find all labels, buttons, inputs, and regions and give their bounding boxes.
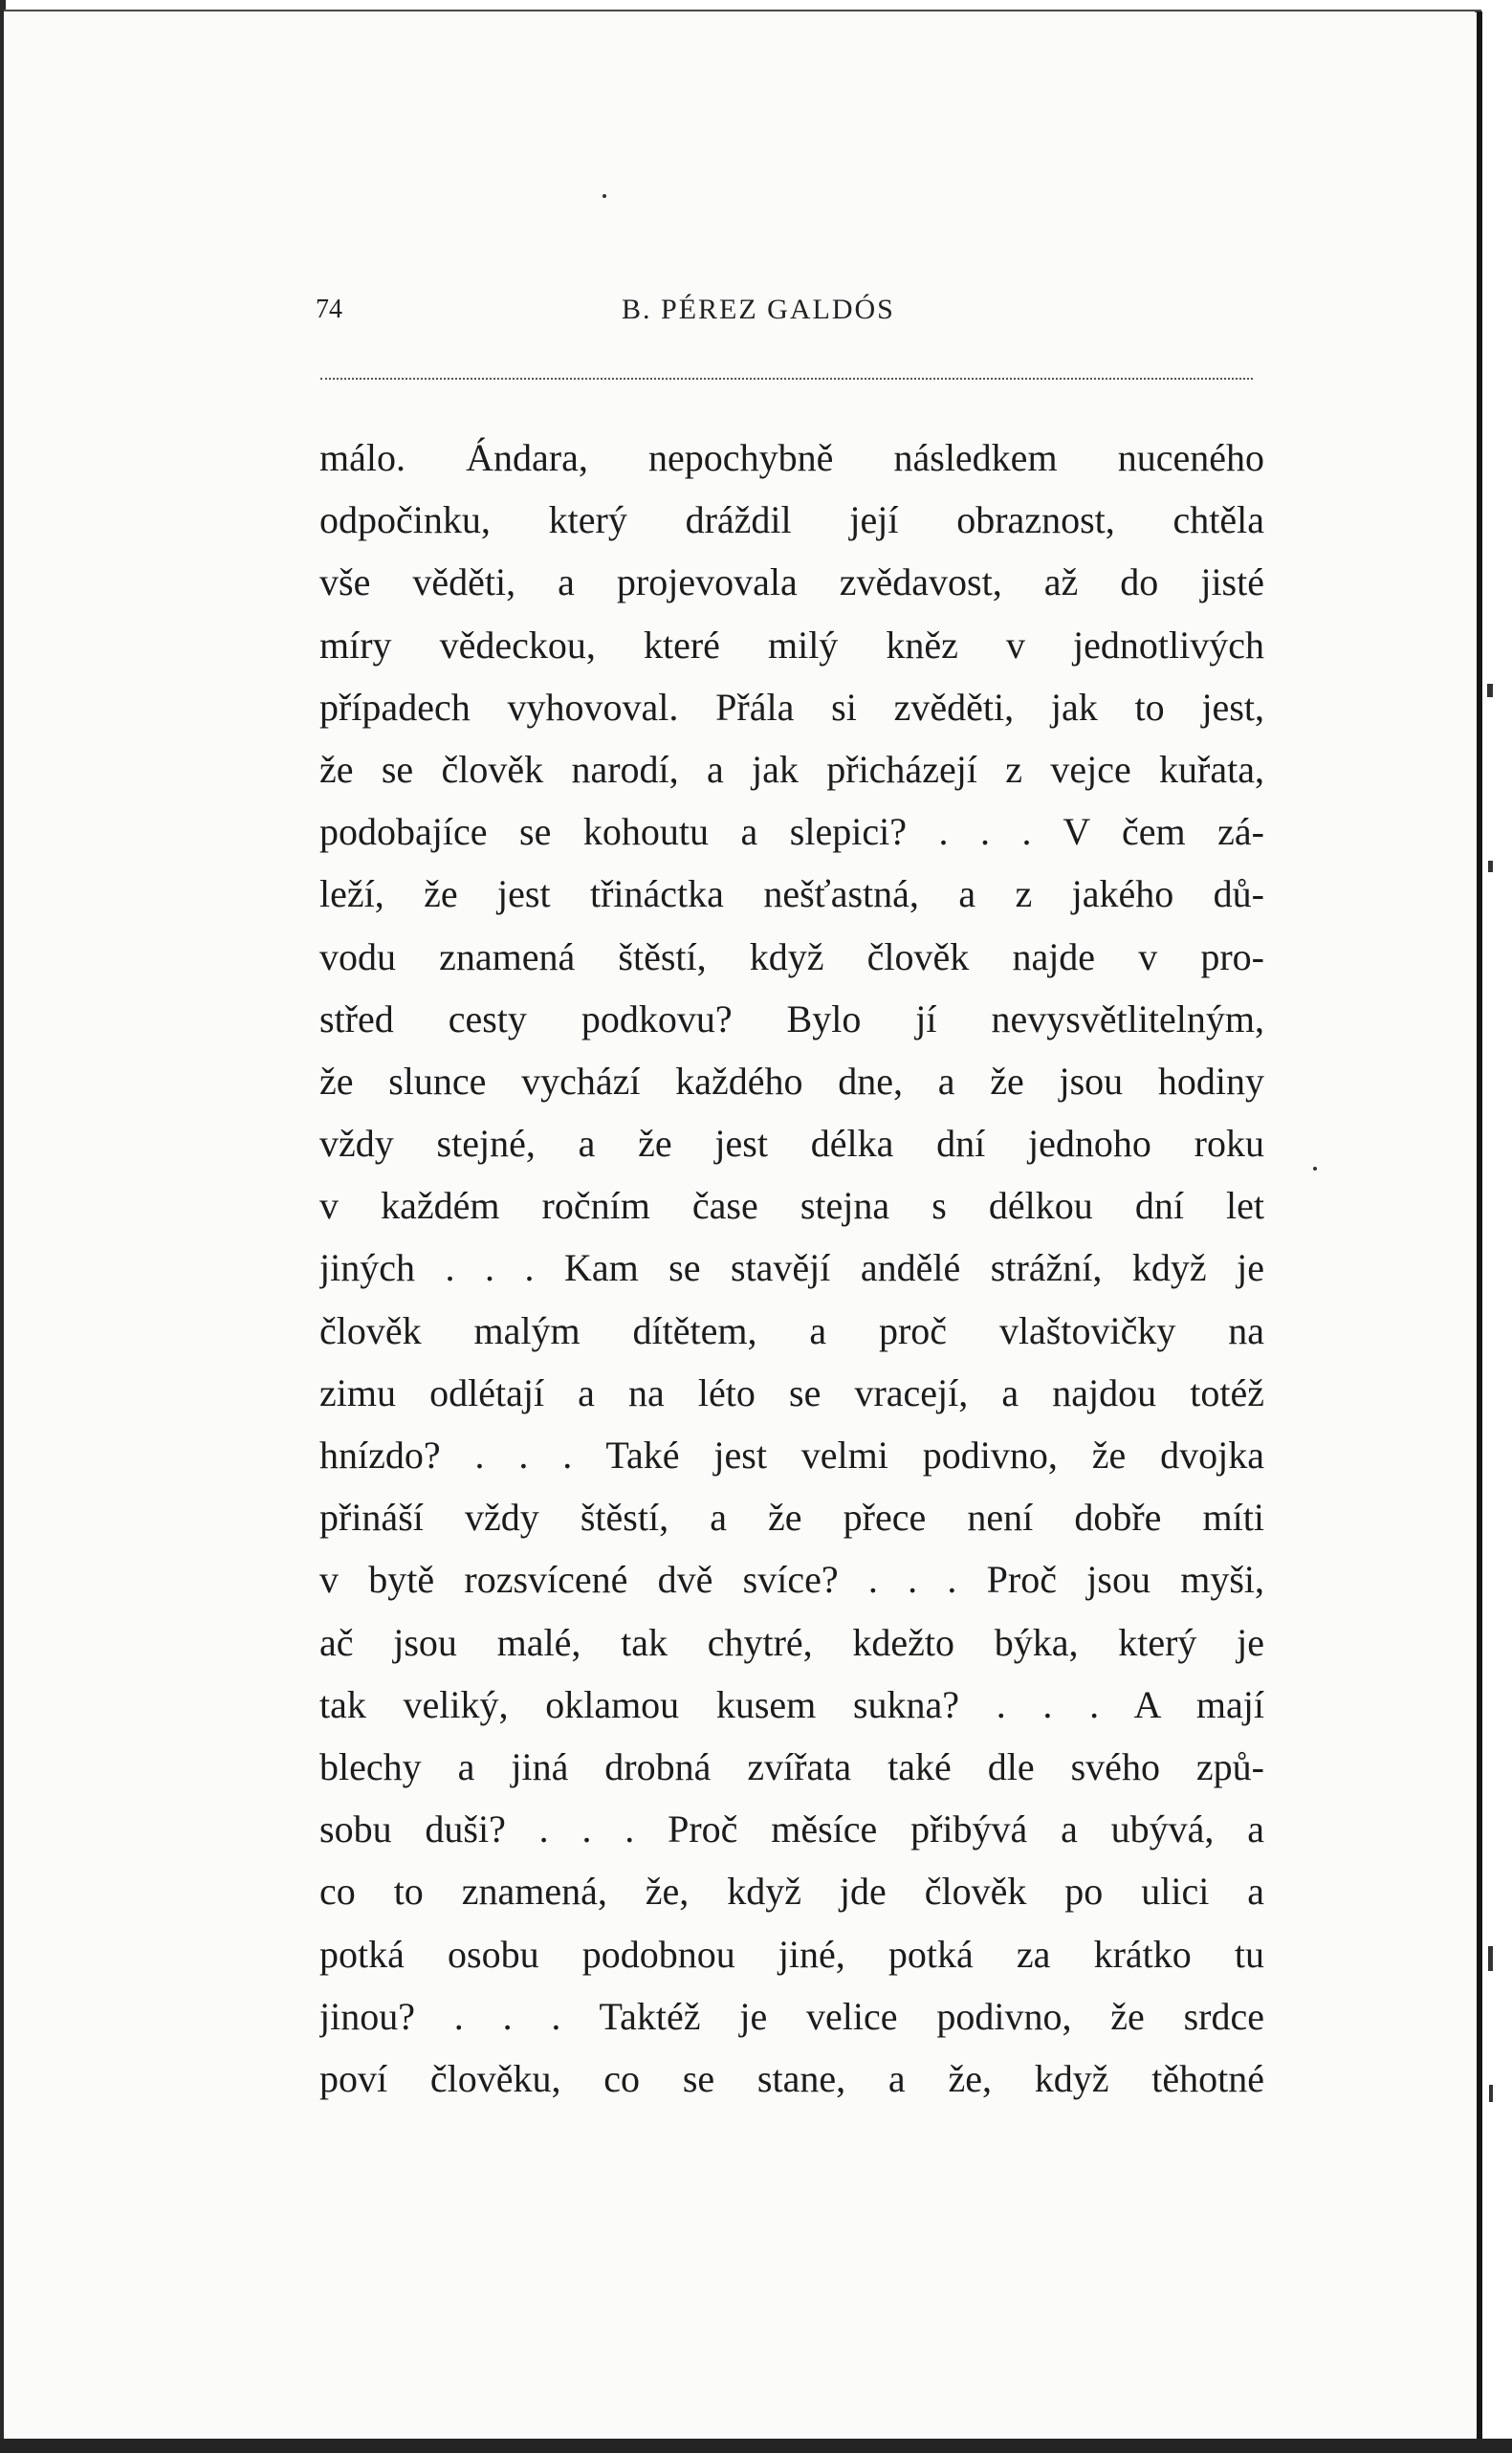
scan-speck bbox=[1488, 861, 1493, 872]
running-title: B. PÉREZ GALDÓS bbox=[622, 294, 895, 325]
text-line: ač jsou malé, tak chytré, kdežto býka, který je bbox=[319, 1620, 1264, 1664]
text-line: v bytě rozsvícené dvě svíce? . . . Proč jsou myši, bbox=[319, 1558, 1264, 1602]
text-line: potká osobu podobnou jiné, potká za krátko tu bbox=[319, 1932, 1264, 1976]
text-line: vše věděti, a projevovala zvědavost, až do jisté bbox=[319, 560, 1264, 604]
text-line: že slunce vychází každého dne, a že jsou hodiny bbox=[319, 1059, 1264, 1103]
text-line: odpočinku, který dráždil její obraznost, chtěla bbox=[319, 498, 1264, 542]
text-line: málo. Ándara, nepochybně následkem nuceného bbox=[319, 436, 1264, 479]
running-head bbox=[316, 291, 1272, 335]
text-line: blechy a jiná drobná zvířata také dle svého způ- bbox=[319, 1744, 1264, 1788]
text-line: případech vyhovoval. Přála si zvěděti, jak to jest, bbox=[319, 685, 1264, 729]
text-line: jinou? . . . Taktéž je velice podivno, že srdce bbox=[319, 1994, 1264, 2038]
text-line: hnízdo? . . . Také jest velmi podivno, že dvojka bbox=[319, 1434, 1264, 1477]
text-line: střed cesty podkovu? Bylo jí nevysvětlitelným, bbox=[319, 997, 1264, 1040]
text-line: vodu znamená štěstí, když člověk najde v pro- bbox=[319, 934, 1264, 978]
text-line: zimu odlétají a na léto se vracejí, a najdou totéž bbox=[319, 1370, 1264, 1414]
text-line: v každém ročním čase stejna s délkou dní let bbox=[319, 1184, 1264, 1228]
text-line: tak veliký, oklamou kusem sukna? . . . A mají bbox=[319, 1682, 1264, 1726]
text-line: míry vědeckou, které milý kněz v jednotlivých bbox=[319, 623, 1264, 667]
scan-speck bbox=[1487, 684, 1493, 697]
scan-speck bbox=[603, 194, 606, 198]
page-number: 74 bbox=[316, 295, 342, 324]
text-line: sobu duši? . . . Proč měsíce přibývá a ubývá, a bbox=[319, 1807, 1264, 1851]
text-line: člověk malým dítětem, a proč vlaštovičky na bbox=[319, 1308, 1264, 1352]
right-margin-strip bbox=[1482, 11, 1512, 2441]
text-line: poví člověku, co se stane, a že, když těhotné bbox=[319, 2056, 1264, 2100]
text-line: jiných . . . Kam se stavějí andělé strážní, když je bbox=[319, 1246, 1264, 1290]
scan-speck bbox=[1489, 2085, 1493, 2102]
header-rule bbox=[320, 378, 1253, 380]
text-line: že se člověk narodí, a jak přicházejí z vejce kuřata, bbox=[319, 747, 1264, 791]
bottom-page-edge bbox=[0, 2439, 1512, 2453]
scan-speck bbox=[1313, 1167, 1317, 1171]
scan-speck bbox=[1488, 1946, 1493, 1971]
text-line: leží, že jest třináctka nešťastná, a z jakého dů- bbox=[319, 872, 1264, 916]
body-text bbox=[319, 427, 1264, 2110]
text-line: co to znamená, že, když jde člověk po ulici a bbox=[319, 1870, 1264, 1914]
text-line: přináší vždy štěstí, a že přece není dobře míti bbox=[319, 1496, 1264, 1540]
text-line: podobajíce se kohoutu a slepici? . . . V čem zá- bbox=[319, 810, 1264, 854]
text-line: vždy stejné, a že jest délka dní jednoho roku bbox=[319, 1122, 1264, 1166]
